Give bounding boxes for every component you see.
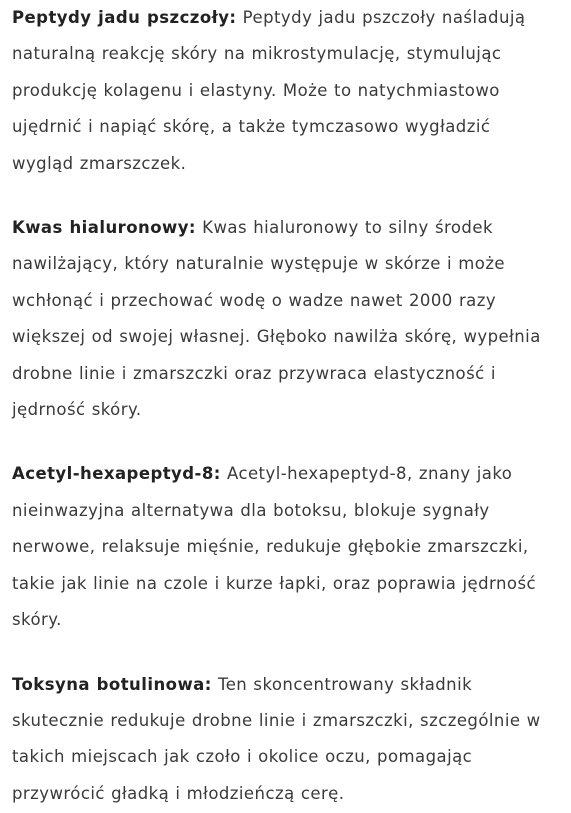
ingredient-description: Peptydy jadu pszczoły naśladują naturalną reakcję skóry na mikrostymulację, stymulując produkcję kolagenu i elastyny. Może to natychmiastowo ujędrnić i napiąć skórę, a także tymczasowo wygładzić wygląd zmarszczek.: [12, 8, 526, 173]
ingredient-term: Kwas hialuronowy:: [12, 218, 196, 238]
ingredient-paragraph-hyaluronic-acid: [12, 210, 557, 428]
ingredient-paragraph-botulinum-toxin: [12, 667, 557, 813]
ingredient-term: Acetyl-hexapeptyd-8:: [12, 464, 221, 484]
ingredient-description: Acetyl-hexapeptyd-8, znany jako nieinwazyjna alternatywa dla botoksu, blokuje sygnały nerwowe, relaksuje mięśnie, redukuje głębokie zmarszczki, takie jak linie na czole i kurze łapki, oraz poprawia jędrność skóry.: [12, 464, 537, 630]
ingredient-description: Kwas hialuronowy to silny środek nawilżający, który naturalnie występuje w skórze i może wchłonąć i przechować wodę o wadze nawet 2000 razy większej od swojej własnej. Głęboko nawilża skórę, wypełnia drobne linie i zmarszczki oraz przywraca elastyczność i jędrność skóry.: [12, 218, 541, 420]
ingredient-term: Peptydy jadu pszczoły:: [12, 8, 237, 27]
ingredient-paragraph-bee-venom-peptides: [12, 0, 557, 182]
ingredient-description: Ten skoncentrowany składnik skutecznie redukuje drobne linie i zmarszczki, szczególnie w takich miejscach jak czoło i okolice oczu, pomagając przywrócić gładką i młodzieńczą cerę.: [12, 674, 541, 803]
ingredient-paragraph-acetyl-hexapeptide-8: [12, 456, 557, 638]
ingredient-term: Toksyna botulinowa:: [12, 674, 212, 694]
